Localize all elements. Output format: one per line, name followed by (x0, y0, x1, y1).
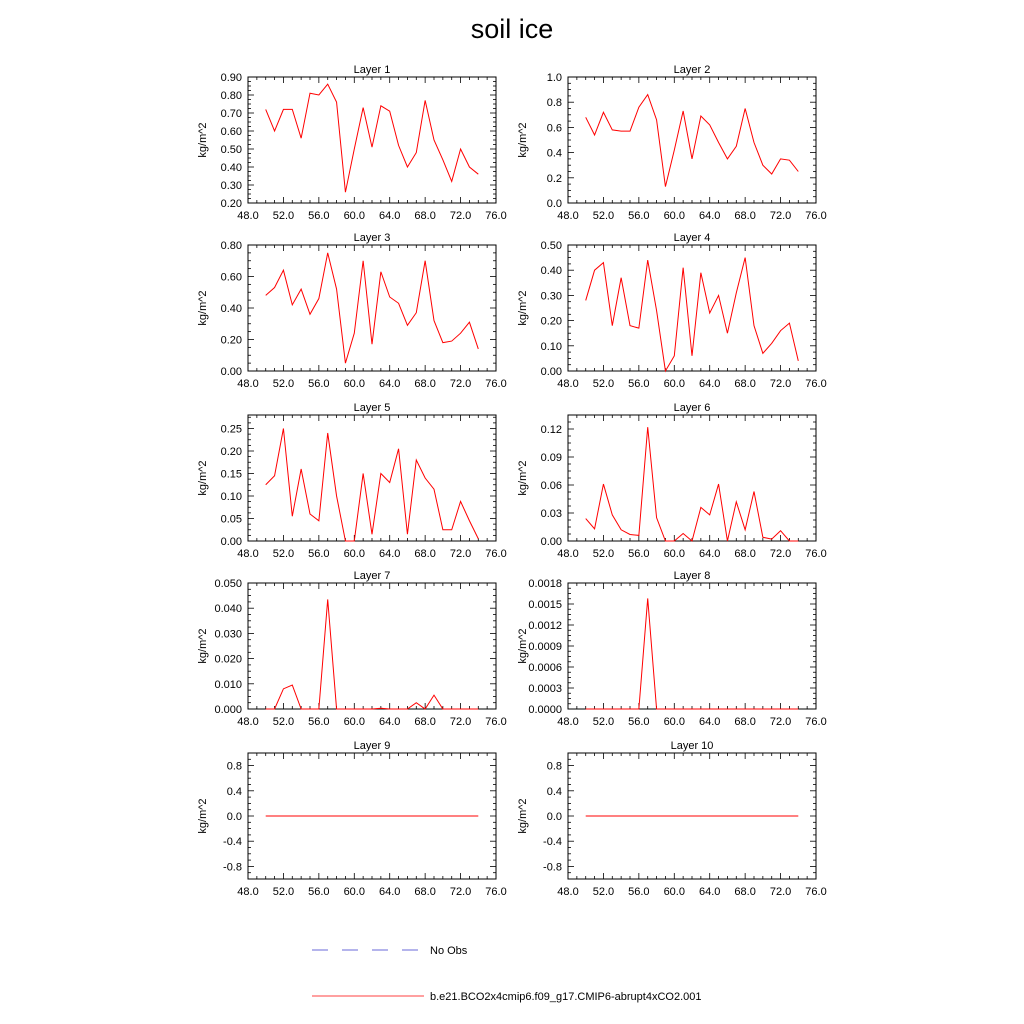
panel-title: Layer 2 (673, 64, 711, 76)
y-tick-label: 0.0018 (528, 578, 562, 590)
x-tick-label: 56.0 (628, 378, 650, 390)
chart-panel-4 (517, 232, 827, 390)
chart-panel-5 (197, 402, 507, 560)
y-tick-label: 0.040 (214, 603, 242, 616)
x-tick-label: 60.0 (663, 886, 685, 898)
y-tick-label: 0.60 (220, 126, 242, 138)
y-axis-label: kg/m^2 (197, 798, 209, 834)
x-tick-label: 76.0 (485, 886, 507, 898)
x-tick-label: 52.0 (592, 886, 615, 898)
panel-title: Layer 4 (673, 232, 711, 244)
x-tick-label: 68.0 (734, 886, 756, 898)
x-tick-label: 68.0 (734, 210, 756, 222)
series-line-1 (586, 598, 799, 709)
y-axis-label: kg/m^2 (197, 628, 209, 664)
panel-title: Layer 6 (673, 402, 711, 414)
figure-title: soil ice (470, 14, 554, 44)
y-tick-label: 0.000 (214, 704, 242, 716)
y-axis-label: kg/m^2 (197, 122, 209, 158)
x-tick-label: 52.0 (272, 548, 295, 560)
x-tick-label: 64.0 (379, 378, 401, 390)
y-axis-label: kg/m^2 (517, 460, 529, 496)
x-tick-label: 68.0 (414, 378, 436, 390)
x-tick-label: 76.0 (805, 210, 827, 222)
plot-frame (248, 583, 496, 709)
x-tick-label: 72.0 (449, 548, 472, 560)
y-tick-label: 0.010 (214, 678, 242, 691)
panel-title: Layer 8 (673, 570, 711, 582)
y-tick-label: 0.8 (546, 760, 562, 773)
y-tick-label: 0.10 (220, 491, 242, 503)
x-tick-label: 48.0 (237, 716, 259, 728)
y-tick-label: 0.8 (226, 760, 242, 773)
y-tick-label: 1.0 (546, 72, 562, 84)
y-tick-label: -0.4 (543, 836, 562, 849)
x-tick-label: 72.0 (769, 210, 792, 222)
x-tick-label: 60.0 (663, 378, 685, 390)
y-tick-label: 0.050 (214, 578, 242, 590)
x-tick-label: 52.0 (592, 548, 615, 560)
x-tick-label: 68.0 (414, 548, 436, 560)
x-tick-label: 64.0 (699, 548, 721, 560)
y-tick-label: 0.8 (546, 97, 562, 110)
x-tick-label: 56.0 (628, 886, 650, 898)
x-tick-label: 64.0 (699, 886, 721, 898)
y-tick-label: 0.00 (220, 536, 242, 548)
plot-frame (568, 583, 816, 709)
y-tick-label: 0.2 (546, 172, 562, 185)
y-tick-label: 0.0012 (528, 620, 562, 632)
y-tick-label: -0.8 (543, 861, 562, 874)
x-tick-label: 72.0 (769, 716, 792, 728)
panel-title: Layer 5 (353, 402, 391, 414)
plot-frame (248, 415, 496, 541)
panel-title: Layer 9 (353, 740, 391, 752)
y-tick-label: 0.0003 (528, 683, 562, 695)
y-tick-label: 0.70 (220, 108, 242, 120)
y-tick-label: 0.0 (546, 811, 562, 823)
y-tick-label: 0.020 (214, 653, 242, 666)
y-tick-label: 0.40 (220, 303, 242, 315)
x-tick-label: 56.0 (308, 548, 330, 560)
x-tick-label: 60.0 (663, 548, 685, 560)
y-tick-label: 0.20 (220, 198, 242, 210)
y-tick-label: 0.30 (540, 290, 562, 303)
x-tick-label: 72.0 (449, 886, 472, 898)
plot-frame (568, 77, 816, 203)
x-tick-label: 48.0 (237, 378, 259, 390)
series-line-1 (266, 84, 479, 192)
x-tick-label: 76.0 (805, 378, 827, 390)
x-tick-label: 68.0 (734, 716, 756, 728)
x-tick-label: 48.0 (557, 716, 579, 728)
x-tick-label: 48.0 (557, 210, 579, 222)
chart-panel-9 (197, 740, 507, 898)
x-tick-label: 56.0 (308, 886, 330, 898)
series-line-1 (266, 429, 479, 542)
y-tick-label: 0.40 (220, 162, 242, 174)
panel-title: Layer 7 (353, 570, 391, 582)
x-tick-label: 76.0 (485, 378, 507, 390)
x-tick-label: 64.0 (379, 886, 401, 898)
y-axis-label: kg/m^2 (197, 460, 209, 496)
chart-panel-10 (517, 740, 827, 898)
x-tick-label: 56.0 (308, 378, 330, 390)
x-tick-label: 56.0 (628, 716, 650, 728)
y-tick-label: 0.30 (220, 180, 242, 192)
legend (312, 945, 702, 1003)
y-tick-label: 0.03 (540, 508, 562, 520)
y-tick-label: 0.80 (220, 240, 242, 252)
x-tick-label: 60.0 (343, 378, 365, 390)
y-tick-label: 0.90 (220, 72, 242, 84)
y-tick-label: 0.12 (540, 424, 562, 436)
y-tick-label: 0.030 (214, 628, 242, 641)
x-tick-label: 68.0 (734, 378, 756, 390)
x-tick-label: 72.0 (449, 378, 472, 390)
y-tick-label: 0.4 (546, 785, 562, 798)
x-tick-label: 60.0 (343, 886, 365, 898)
x-tick-label: 76.0 (805, 886, 827, 898)
x-tick-label: 48.0 (557, 548, 579, 560)
x-tick-label: 72.0 (769, 886, 792, 898)
x-tick-label: 76.0 (805, 716, 827, 728)
series-line-1 (586, 427, 799, 541)
x-tick-label: 48.0 (557, 378, 579, 390)
plot-frame (248, 245, 496, 371)
x-tick-label: 76.0 (485, 548, 507, 560)
y-tick-label: 0.00 (220, 366, 242, 378)
x-tick-label: 68.0 (414, 886, 436, 898)
x-tick-label: 60.0 (663, 210, 685, 222)
y-tick-label: 0.0 (226, 811, 242, 823)
y-tick-label: 0.0009 (528, 641, 562, 653)
x-tick-label: 76.0 (485, 716, 507, 728)
y-axis-label: kg/m^2 (517, 628, 529, 664)
x-tick-label: 52.0 (272, 378, 295, 390)
y-tick-label: 0.50 (540, 240, 562, 252)
y-tick-label: 0.40 (540, 265, 562, 278)
x-tick-label: 68.0 (734, 548, 756, 560)
chart-panel-7 (197, 570, 507, 728)
y-tick-label: 0.05 (220, 513, 242, 526)
series-line-1 (586, 258, 799, 371)
y-tick-label: 0.10 (540, 340, 562, 353)
chart-panel-3 (197, 232, 507, 390)
x-tick-label: 56.0 (628, 548, 650, 560)
x-tick-label: 56.0 (308, 716, 330, 728)
panel-title: Layer 10 (670, 740, 714, 752)
series-line-1 (266, 253, 479, 363)
y-tick-label: 0.50 (220, 144, 242, 156)
series-line-1 (586, 95, 799, 187)
y-tick-label: 0.80 (220, 90, 242, 102)
x-tick-label: 52.0 (592, 716, 615, 728)
y-axis-label: kg/m^2 (197, 290, 209, 326)
x-tick-label: 64.0 (379, 548, 401, 560)
y-tick-label: 0.0015 (528, 599, 562, 611)
y-tick-label: 0.06 (540, 480, 562, 492)
series-line-1 (266, 599, 479, 709)
x-tick-label: 72.0 (449, 716, 472, 728)
legend-label-1: No Obs (430, 945, 468, 957)
x-tick-label: 52.0 (592, 210, 615, 222)
plot-frame (568, 415, 816, 541)
panel-title: Layer 1 (353, 64, 391, 76)
x-tick-label: 56.0 (628, 210, 650, 222)
x-tick-label: 52.0 (272, 886, 295, 898)
x-tick-label: 60.0 (343, 716, 365, 728)
x-tick-label: 52.0 (592, 378, 615, 390)
y-tick-label: 0.0 (546, 198, 562, 210)
y-tick-label: -0.4 (223, 836, 242, 849)
x-tick-label: 76.0 (805, 548, 827, 560)
y-tick-label: 0.09 (540, 452, 562, 464)
y-tick-label: 0.00 (540, 536, 562, 548)
panel-title: Layer 3 (353, 232, 391, 244)
x-tick-label: 64.0 (699, 716, 721, 728)
y-tick-label: 0.0000 (528, 704, 562, 716)
x-tick-label: 68.0 (414, 716, 436, 728)
y-tick-label: 0.00 (540, 366, 562, 378)
x-tick-label: 68.0 (414, 210, 436, 222)
y-tick-label: -0.8 (223, 861, 242, 874)
y-axis-label: kg/m^2 (517, 122, 529, 158)
plot-frame (248, 77, 496, 203)
x-tick-label: 60.0 (343, 210, 365, 222)
x-tick-label: 64.0 (699, 378, 721, 390)
chart-panel-2 (517, 64, 827, 222)
x-tick-label: 76.0 (485, 210, 507, 222)
y-tick-label: 0.60 (220, 271, 242, 284)
y-tick-label: 0.20 (540, 315, 562, 328)
y-axis-label: kg/m^2 (517, 290, 529, 326)
x-tick-label: 72.0 (769, 548, 792, 560)
x-tick-label: 64.0 (379, 716, 401, 728)
y-tick-label: 0.0006 (528, 662, 562, 674)
y-tick-label: 0.25 (220, 423, 242, 436)
x-tick-label: 60.0 (663, 716, 685, 728)
x-tick-label: 48.0 (237, 210, 259, 222)
x-tick-label: 52.0 (272, 210, 295, 222)
x-tick-label: 72.0 (769, 378, 792, 390)
y-tick-label: 0.4 (226, 785, 242, 798)
y-tick-label: 0.20 (220, 446, 242, 458)
x-tick-label: 64.0 (379, 210, 401, 222)
x-tick-label: 48.0 (557, 886, 579, 898)
legend-label-2: b.e21.BCO2x4cmip6.f09_g17.CMIP6-abrupt4xCO2.001 (430, 991, 702, 1003)
chart-panel-8 (517, 570, 827, 728)
x-tick-label: 56.0 (308, 210, 330, 222)
x-tick-label: 52.0 (272, 716, 295, 728)
y-tick-label: 0.15 (220, 468, 242, 481)
chart-panel-6 (517, 402, 827, 560)
x-tick-label: 48.0 (237, 548, 259, 560)
y-tick-label: 0.4 (546, 147, 562, 160)
x-tick-label: 60.0 (343, 548, 365, 560)
x-tick-label: 72.0 (449, 210, 472, 222)
y-tick-label: 0.6 (546, 122, 562, 135)
x-tick-label: 48.0 (237, 886, 259, 898)
y-tick-label: 0.20 (220, 334, 242, 347)
y-axis-label: kg/m^2 (517, 798, 529, 834)
chart-panel-1 (197, 64, 507, 222)
x-tick-label: 64.0 (699, 210, 721, 222)
